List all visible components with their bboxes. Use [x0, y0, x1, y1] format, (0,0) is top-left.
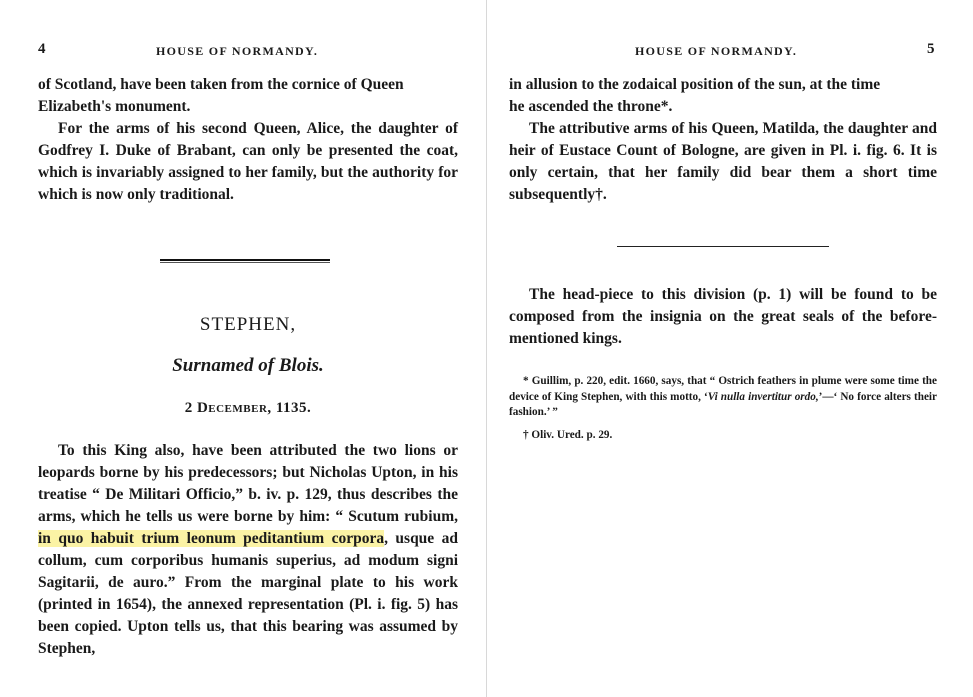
- page-number: 4: [38, 41, 46, 57]
- right-page: [487, 0, 973, 697]
- body-text: , usque ad collum, cum corporibus humanis superius, ad modum signi Sagitarii, de auro.” From the marginal plate to his work (printed in 1654), the annexed representation (Pl. i. fig. 5) has been copied. Upton tells us, that this bearing was assumed by Stephen,: [38, 530, 458, 657]
- section-subtitle: Surnamed of Blois.: [172, 355, 324, 376]
- footnote-text: ’—‘ No force alters their fashion.’ ”: [509, 390, 937, 418]
- text-line: Elizabeth's monument.: [38, 98, 191, 115]
- head-piece-paragraph: The head-piece to this division (p. 1) will be found to be composed from the insignia on the great seals of the before-mentioned kings.: [509, 286, 937, 347]
- running-head: HOUSE OF NORMANDY.: [635, 44, 798, 58]
- stephen-arms-paragraph: [38, 440, 458, 660]
- divider-rule: [160, 262, 330, 263]
- section-date: 2 December, 1135.: [184, 400, 312, 416]
- highlighted-phrase: in quo habuit trium leonum peditantium corpora: [38, 530, 385, 547]
- footnote-italic: Vi nulla invertitur ordo,: [707, 390, 819, 403]
- footnote-text: * Guillim, p. 220, edit. 1660, says, that “ Ostrich feathers in plume were some time the device of King Stephen, with this motto, ‘: [509, 375, 937, 403]
- continuation-paragraph: [509, 74, 937, 118]
- footnote-2: † Oliv. Ured. p. 29.: [523, 429, 613, 441]
- text-line: of Scotland, have been taken from the cornice of Queen: [38, 76, 404, 93]
- paragraph-arms-queen-matilda: The attributive arms of his Queen, Matilda, the daughter and heir of Eustace Count of Bologne, are given in Pl. i. fig. 6. It is only certain, that her family did bear them a short time subsequently†.: [509, 120, 937, 203]
- body-text: To this King also, have been attributed the two lions or leopards borne by his predecessors; but Nicholas Upton, in his treatise “ De Militari Officio,” b. iv. p. 129, thus describes the arms, which he tells us were borne by him: “ Scutum rubium,: [38, 442, 458, 525]
- paragraph-arms-queen-alice: For the arms of his second Queen, Alice, the daughter of Godfrey I. Duke of Brabant, can only be presented the coat, which is invariably assigned to her family, but the authority for which is now only traditional.: [38, 120, 458, 203]
- section-title: STEPHEN,: [199, 314, 297, 335]
- divider-rule: [617, 246, 829, 247]
- running-head: HOUSE OF NORMANDY.: [156, 44, 319, 58]
- text-line: he ascended the throne*.: [509, 98, 673, 115]
- divider-rule: [160, 259, 330, 261]
- page-number: 5: [927, 41, 935, 57]
- text-line: in allusion to the zodaical position of the sun, at the time: [509, 76, 881, 93]
- continuation-paragraph: [38, 74, 458, 118]
- footnote-1: [509, 374, 937, 421]
